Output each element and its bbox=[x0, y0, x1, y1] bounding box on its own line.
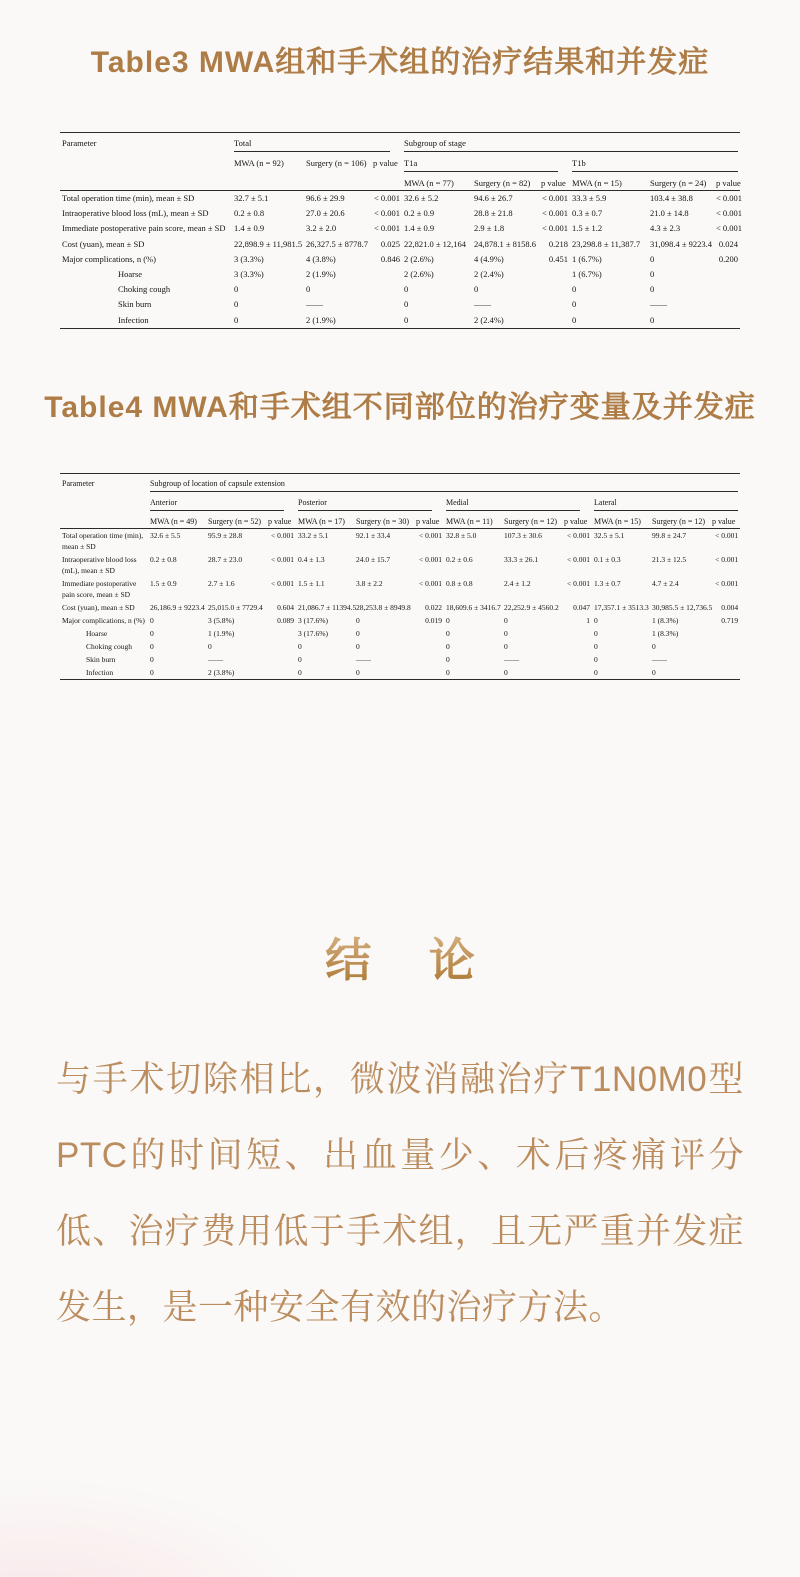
table-cell: < 0.001 bbox=[716, 193, 743, 203]
table-cell: 0 bbox=[446, 641, 450, 651]
table-cell: 28,253.8 ± 8949.8 bbox=[356, 602, 411, 612]
table-cell: 0.719 bbox=[721, 615, 739, 625]
table-cell: 0 bbox=[446, 667, 450, 677]
table-cell bbox=[539, 313, 570, 329]
row-label: Skin burn bbox=[118, 299, 152, 310]
table-cell bbox=[371, 282, 402, 297]
table-cell bbox=[714, 282, 740, 297]
table-cell: —— bbox=[208, 654, 223, 664]
col-header-pvalue-lateral: p value bbox=[712, 516, 736, 526]
table-cell: 32.6 ± 5.2 bbox=[404, 193, 439, 203]
table-cell: 31,098.4 ± 9223.4 bbox=[650, 238, 713, 249]
table-cell: 92.1 ± 33.4 bbox=[356, 530, 391, 540]
table-cell bbox=[714, 297, 740, 312]
col-group-anterior bbox=[148, 493, 296, 512]
table-cell: < 0.001 bbox=[419, 554, 442, 564]
table-cell: 0 bbox=[446, 628, 450, 638]
table-cell: 1.5 ± 0.9 bbox=[150, 578, 177, 588]
table-cell: < 0.001 bbox=[567, 554, 590, 564]
table-cell: 22,252.9 ± 4560.2 bbox=[504, 602, 559, 612]
table-cell: 0.3 ± 0.7 bbox=[572, 208, 603, 219]
table-cell: 0.4 ± 1.3 bbox=[298, 554, 325, 564]
table-cell: —— bbox=[652, 654, 667, 664]
table-row bbox=[60, 267, 740, 282]
table-cell: 0.047 bbox=[573, 602, 590, 612]
table-cell: 2 (1.9%) bbox=[306, 314, 336, 325]
table-cell: 0 bbox=[234, 314, 239, 325]
table-cell: 2.7 ± 1.6 bbox=[208, 578, 235, 588]
table4 bbox=[60, 473, 740, 680]
conclusion-paragraph: 与手术切除相比，微波消融治疗T1N0M0型PTC的时间短、出血量少、术后疼痛评分低、治疗费用低于手术组，且无严重并发症发生，是一种安全有效的治疗方法。 bbox=[56, 1059, 744, 1327]
table-cell: 26,186.9 ± 9223.4 bbox=[150, 602, 205, 612]
table-cell: 4.7 ± 2.4 bbox=[652, 578, 679, 588]
table3-header bbox=[60, 133, 740, 191]
table-cell: < 0.001 bbox=[271, 578, 294, 588]
table-cell: 3.8 ± 2.2 bbox=[356, 578, 383, 588]
col-group-capsule-extension bbox=[148, 473, 740, 493]
col-header-pvalue-posterior: p value bbox=[416, 516, 440, 526]
table-row bbox=[60, 206, 740, 221]
col-header-pvalue-total: p value bbox=[373, 158, 398, 168]
row-label: Intraoperative blood loss (mL), mean ± SD bbox=[62, 554, 137, 575]
row-label: Cost (yuan), mean ± SD bbox=[62, 602, 135, 612]
table-cell: 0.604 bbox=[277, 602, 294, 612]
table-row bbox=[60, 627, 740, 640]
table-row bbox=[60, 282, 740, 297]
table-row bbox=[60, 252, 740, 267]
table-cell: 2 (2.4%) bbox=[474, 314, 504, 325]
table-cell: 0 bbox=[572, 284, 577, 295]
table-cell: 0 bbox=[404, 314, 409, 325]
table-cell bbox=[710, 627, 740, 640]
col-group-medial bbox=[444, 493, 592, 512]
col-header-surgery-posterior: Surgery (n = 30) bbox=[356, 516, 410, 526]
table-cell: < 0.001 bbox=[419, 530, 442, 540]
table-cell: 0 bbox=[572, 314, 577, 325]
table-cell: 1.3 ± 0.7 bbox=[594, 578, 621, 588]
table3-container bbox=[60, 132, 743, 329]
table-row bbox=[60, 653, 740, 666]
table-row bbox=[60, 313, 740, 329]
table-cell: 94.6 ± 26.7 bbox=[474, 193, 513, 203]
col-group-posterior-label: Posterior bbox=[298, 497, 432, 511]
col-group-posterior bbox=[296, 493, 444, 512]
table-cell: 17,357.1 ± 3513.3 bbox=[594, 602, 649, 612]
table-cell: 0 bbox=[298, 667, 302, 677]
table-cell: 0.200 bbox=[718, 253, 739, 264]
table-cell: 1.5 ± 1.1 bbox=[298, 578, 325, 588]
table-cell: 0 bbox=[652, 641, 656, 651]
table-cell: 18,609.6 ± 3416.7 bbox=[446, 602, 501, 612]
table-cell: 0 bbox=[504, 667, 508, 677]
table-cell: < 0.001 bbox=[541, 208, 568, 219]
table-cell: —— bbox=[650, 299, 667, 310]
table-cell bbox=[266, 653, 296, 666]
col-header-surgery-anterior: Surgery (n = 52) bbox=[208, 516, 262, 526]
table-cell: 0.2 ± 0.9 bbox=[404, 208, 435, 219]
col-group-capsule-extension-label: Subgroup of location of capsule extension bbox=[150, 478, 738, 492]
table-cell: 0.451 bbox=[548, 253, 568, 264]
table-cell: —— bbox=[504, 654, 519, 664]
table-cell: 0 bbox=[650, 269, 655, 280]
table-cell: 30,985.5 ± 12,736.5 bbox=[652, 602, 713, 612]
table-cell: 0.1 ± 0.3 bbox=[594, 554, 621, 564]
row-label: Choking cough bbox=[118, 284, 171, 295]
table-cell: 1 (6.7%) bbox=[572, 269, 602, 280]
row-label: Intraoperative blood loss (mL), mean ± SD bbox=[62, 208, 209, 219]
table-cell: 0.8 ± 0.8 bbox=[446, 578, 473, 588]
row-label: Cost (yuan), mean ± SD bbox=[62, 238, 145, 249]
table-cell: 0.218 bbox=[548, 238, 568, 249]
table-cell bbox=[414, 653, 444, 666]
table-cell: 0 bbox=[504, 615, 508, 625]
table-cell: 0 bbox=[150, 654, 154, 664]
row-label: Infection bbox=[86, 667, 114, 677]
table-cell: —— bbox=[356, 654, 371, 664]
col-header-mwa-total: MWA (n = 92) bbox=[234, 158, 284, 168]
table-cell: < 0.001 bbox=[541, 223, 568, 234]
table-cell: 32.5 ± 5.1 bbox=[594, 530, 625, 540]
row-label: Choking cough bbox=[86, 641, 133, 651]
table-cell bbox=[371, 313, 402, 329]
table-cell bbox=[539, 267, 570, 282]
col-header-parameter: Parameter bbox=[62, 138, 97, 148]
conclusion-heading: 结 论 bbox=[0, 924, 800, 990]
table-cell: < 0.001 bbox=[373, 208, 400, 219]
row-label: Infection bbox=[118, 314, 149, 325]
col-group-t1a-label: T1a bbox=[404, 157, 558, 172]
table-cell: 0 bbox=[504, 628, 508, 638]
col-header-mwa-lateral: MWA (n = 15) bbox=[594, 516, 641, 526]
table-cell: 0 bbox=[150, 667, 154, 677]
table-row bbox=[60, 666, 740, 680]
table-cell: < 0.001 bbox=[541, 193, 568, 203]
table-cell: 3 (3.3%) bbox=[234, 269, 264, 280]
row-label: Hoarse bbox=[118, 269, 143, 280]
table-cell: 99.8 ± 24.7 bbox=[652, 530, 687, 540]
table-cell: 3 (5.8%) bbox=[208, 615, 235, 625]
table-cell bbox=[562, 640, 592, 653]
table3 bbox=[60, 132, 743, 329]
row-label: Immediate postoperative pain score, mean ± SD bbox=[62, 223, 226, 234]
row-label: Hoarse bbox=[86, 628, 108, 638]
table-cell: 0 bbox=[150, 641, 154, 651]
col-header-pvalue-t1b: p value bbox=[716, 178, 741, 188]
table-cell: —— bbox=[306, 299, 323, 310]
table-cell: 0 bbox=[446, 654, 450, 664]
table-cell: 0 bbox=[404, 284, 409, 295]
table-cell: 0 bbox=[234, 284, 239, 295]
col-header-surgery-t1a: Surgery (n = 82) bbox=[474, 178, 531, 188]
row-label: Major complications, n (%) bbox=[62, 253, 156, 264]
table-cell: 0 bbox=[404, 299, 409, 310]
col-header-surgery-lateral: Surgery (n = 12) bbox=[652, 516, 706, 526]
table-cell bbox=[710, 653, 740, 666]
table-cell: 26,327.5 ± 8778.7 bbox=[306, 238, 369, 249]
table-cell: 0.089 bbox=[277, 615, 294, 625]
table-cell: 32.7 ± 5.1 bbox=[234, 193, 269, 203]
table-cell: 32.8 ± 5.0 bbox=[446, 530, 477, 540]
table-cell: 0 bbox=[356, 628, 360, 638]
col-header-mwa-posterior: MWA (n = 17) bbox=[298, 516, 345, 526]
table-cell: < 0.001 bbox=[271, 554, 294, 564]
table-row bbox=[60, 640, 740, 653]
col-header-mwa-anterior: MWA (n = 49) bbox=[150, 516, 197, 526]
table-cell: 3 (17.6%) bbox=[298, 628, 328, 638]
table-cell: 0 bbox=[306, 284, 311, 295]
table-cell: 0 bbox=[150, 628, 154, 638]
table-cell: 0.004 bbox=[721, 602, 739, 612]
table-cell: 23,298.8 ± 11,387.7 bbox=[572, 238, 641, 249]
col-header-surgery-medial: Surgery (n = 12) bbox=[504, 516, 558, 526]
table-cell: < 0.001 bbox=[716, 208, 743, 219]
table-cell bbox=[414, 640, 444, 653]
table-cell: 96.6 ± 29.9 bbox=[306, 193, 345, 203]
table-cell: 0 bbox=[650, 253, 655, 264]
table-cell: 1 (8.3%) bbox=[652, 615, 679, 625]
col-header-pvalue-anterior: p value bbox=[268, 516, 292, 526]
table-cell: 21.3 ± 12.5 bbox=[652, 554, 687, 564]
row-label: Major complications, n (%) bbox=[62, 615, 145, 625]
table-row bbox=[60, 221, 740, 236]
table-cell: 25,015.0 ± 7729.4 bbox=[208, 602, 263, 612]
table-cell: < 0.001 bbox=[716, 223, 743, 234]
table-cell: 21,086.7 ± 11394.5 bbox=[298, 602, 357, 612]
table-cell: 0 bbox=[298, 654, 302, 664]
table-cell: < 0.001 bbox=[567, 530, 590, 540]
table-cell: 0.2 ± 0.8 bbox=[234, 208, 265, 219]
table-cell: 22,898.9 ± 11,981.5 bbox=[234, 238, 303, 249]
col-group-total-label: Total bbox=[234, 137, 390, 152]
table-cell: 3 (17.6%) bbox=[298, 615, 328, 625]
table-cell: 0 bbox=[356, 615, 360, 625]
col-group-subgroup-label: Subgroup of stage bbox=[404, 137, 738, 152]
table-cell: 0 bbox=[234, 299, 239, 310]
table-row bbox=[60, 237, 740, 252]
table-cell bbox=[266, 640, 296, 653]
table4-container bbox=[60, 473, 740, 680]
table-cell: —— bbox=[474, 299, 491, 310]
row-label: Skin burn bbox=[86, 654, 116, 664]
table-cell: 22,821.0 ± 12,164 bbox=[404, 238, 467, 249]
table-cell: 21.0 ± 14.8 bbox=[650, 208, 689, 219]
table-cell: 0 bbox=[150, 615, 154, 625]
table-cell: 2.4 ± 1.2 bbox=[504, 578, 531, 588]
table-row bbox=[60, 614, 740, 627]
table-cell: 4 (3.8%) bbox=[306, 253, 336, 264]
table-cell: 24,878.1 ± 8158.6 bbox=[474, 238, 537, 249]
table3-body bbox=[60, 191, 743, 329]
table-cell: 0.019 bbox=[425, 615, 442, 625]
table-cell: 33.3 ± 26.1 bbox=[504, 554, 539, 564]
table-cell: 0 bbox=[298, 641, 302, 651]
table-row bbox=[60, 191, 740, 207]
table-cell: 32.6 ± 5.5 bbox=[150, 530, 181, 540]
col-header-parameter: Parameter bbox=[62, 478, 95, 488]
table-cell: 0 bbox=[572, 299, 577, 310]
table-cell: 0 bbox=[650, 314, 655, 325]
table-cell: < 0.001 bbox=[373, 223, 400, 234]
table-cell: 27.0 ± 20.6 bbox=[306, 208, 345, 219]
table-cell: 2 (2.6%) bbox=[404, 253, 434, 264]
table-cell: 95.9 ± 28.8 bbox=[208, 530, 243, 540]
col-group-subgroup-of-stage bbox=[402, 133, 740, 154]
col-header-surgery-t1b: Surgery (n = 24) bbox=[650, 178, 707, 188]
table-cell bbox=[539, 282, 570, 297]
row-label: Total operation time (min), mean ± SD bbox=[62, 193, 195, 203]
table-cell: 2 (2.4%) bbox=[474, 269, 504, 280]
col-header-mwa-t1b: MWA (n = 15) bbox=[572, 178, 622, 188]
table4-header bbox=[60, 473, 740, 528]
table-cell: 3 (3.3%) bbox=[234, 253, 264, 264]
table-cell: < 0.001 bbox=[715, 530, 739, 540]
table-cell: 0.2 ± 0.6 bbox=[446, 554, 473, 564]
table-cell: 0 bbox=[594, 654, 598, 664]
col-group-medial-label: Medial bbox=[446, 497, 580, 511]
table-cell: 107.3 ± 30.6 bbox=[504, 530, 542, 540]
table-cell bbox=[714, 313, 740, 329]
table-cell: 2 (3.8%) bbox=[208, 667, 235, 677]
table-cell: 1 (6.7%) bbox=[572, 253, 602, 264]
table-cell: < 0.001 bbox=[373, 193, 400, 203]
row-label: Immediate postoperative pain score, mean ± SD bbox=[62, 578, 137, 599]
col-header-pvalue-t1a: p value bbox=[541, 178, 566, 188]
table-cell bbox=[266, 666, 296, 680]
table-cell: 28.8 ± 21.8 bbox=[474, 208, 513, 219]
col-group-t1b-label: T1b bbox=[572, 157, 738, 172]
col-header-pvalue-medial: p value bbox=[564, 516, 588, 526]
table-cell: 28.7 ± 23.0 bbox=[208, 554, 243, 564]
table-cell: 1.4 ± 0.9 bbox=[234, 223, 265, 234]
table-cell: 0.2 ± 0.8 bbox=[150, 554, 177, 564]
table-cell: < 0.001 bbox=[715, 578, 739, 588]
table-cell: < 0.001 bbox=[567, 578, 590, 588]
table-cell: 0.022 bbox=[425, 602, 442, 612]
col-header-mwa-medial: MWA (n = 11) bbox=[446, 516, 493, 526]
col-header-mwa-t1a: MWA (n = 77) bbox=[404, 178, 454, 188]
table-cell: 2.9 ± 1.8 bbox=[474, 223, 505, 234]
table-cell: < 0.001 bbox=[271, 530, 294, 540]
table-cell: 3.2 ± 2.0 bbox=[306, 223, 337, 234]
table-cell: 0.025 bbox=[380, 238, 400, 249]
table-cell: 0 bbox=[594, 667, 598, 677]
table-cell bbox=[414, 627, 444, 640]
table-cell: 33.3 ± 5.9 bbox=[572, 193, 607, 203]
table-cell: < 0.001 bbox=[715, 554, 739, 564]
table-cell bbox=[539, 297, 570, 312]
col-header-surgery-total: Surgery (n = 106) bbox=[306, 158, 367, 168]
table-cell: 0 bbox=[594, 641, 598, 651]
row-label: Total operation time (min), mean ± SD bbox=[62, 530, 144, 551]
table-cell bbox=[414, 666, 444, 680]
table-cell: 0.024 bbox=[718, 238, 739, 249]
col-group-t1b bbox=[570, 153, 740, 173]
table-row bbox=[60, 553, 740, 577]
table-row bbox=[60, 577, 740, 601]
table-cell: 0 bbox=[356, 667, 360, 677]
col-group-t1a bbox=[402, 153, 570, 173]
table-cell: 1 bbox=[586, 615, 590, 625]
col-group-lateral-label: Lateral bbox=[594, 497, 738, 511]
table-cell bbox=[266, 627, 296, 640]
table-cell: 0 bbox=[446, 615, 450, 625]
table-cell bbox=[562, 627, 592, 640]
table-cell: 0.846 bbox=[380, 253, 400, 264]
table-row bbox=[60, 528, 740, 553]
table-cell bbox=[371, 267, 402, 282]
table-cell: 0 bbox=[208, 641, 212, 651]
col-group-anterior-label: Anterior bbox=[150, 497, 284, 511]
table-cell: 0 bbox=[356, 641, 360, 651]
table-cell: 2 (2.6%) bbox=[404, 269, 434, 280]
table-cell: 0 bbox=[594, 628, 598, 638]
table-cell: 0 bbox=[474, 284, 479, 295]
table-cell: 103.4 ± 38.8 bbox=[650, 193, 693, 203]
table-cell: 24.0 ± 15.7 bbox=[356, 554, 391, 564]
table-cell bbox=[562, 666, 592, 680]
table-cell: 0 bbox=[504, 641, 508, 651]
table-cell: 1 (1.9%) bbox=[208, 628, 235, 638]
table-cell: < 0.001 bbox=[419, 578, 442, 588]
table-cell: 0 bbox=[594, 615, 598, 625]
table-cell bbox=[714, 267, 740, 282]
table-row bbox=[60, 297, 740, 312]
table-cell bbox=[710, 640, 740, 653]
table-cell bbox=[562, 653, 592, 666]
table-cell: 33.2 ± 5.1 bbox=[298, 530, 329, 540]
table-cell: 0 bbox=[652, 667, 656, 677]
table4-title: Table4 MWA和手术组不同部位的治疗变量及并发症 bbox=[44, 390, 756, 424]
table-row bbox=[60, 601, 740, 614]
table-cell: 1 (8.3%) bbox=[652, 628, 679, 638]
table4-body bbox=[60, 528, 740, 679]
table-cell: 2 (1.9%) bbox=[306, 269, 336, 280]
table-cell: 4.3 ± 2.3 bbox=[650, 223, 681, 234]
col-group-total bbox=[232, 133, 402, 154]
table-cell: 0 bbox=[650, 284, 655, 295]
table-cell: 1.5 ± 1.2 bbox=[572, 223, 603, 234]
table-cell: 4 (4.9%) bbox=[474, 253, 504, 264]
table-cell: 1.4 ± 0.9 bbox=[404, 223, 435, 234]
table3-title: Table3 MWA组和手术组的治疗结果和并发症 bbox=[90, 46, 710, 79]
table-cell bbox=[371, 297, 402, 312]
col-group-lateral bbox=[592, 493, 740, 512]
table-cell bbox=[710, 666, 740, 680]
